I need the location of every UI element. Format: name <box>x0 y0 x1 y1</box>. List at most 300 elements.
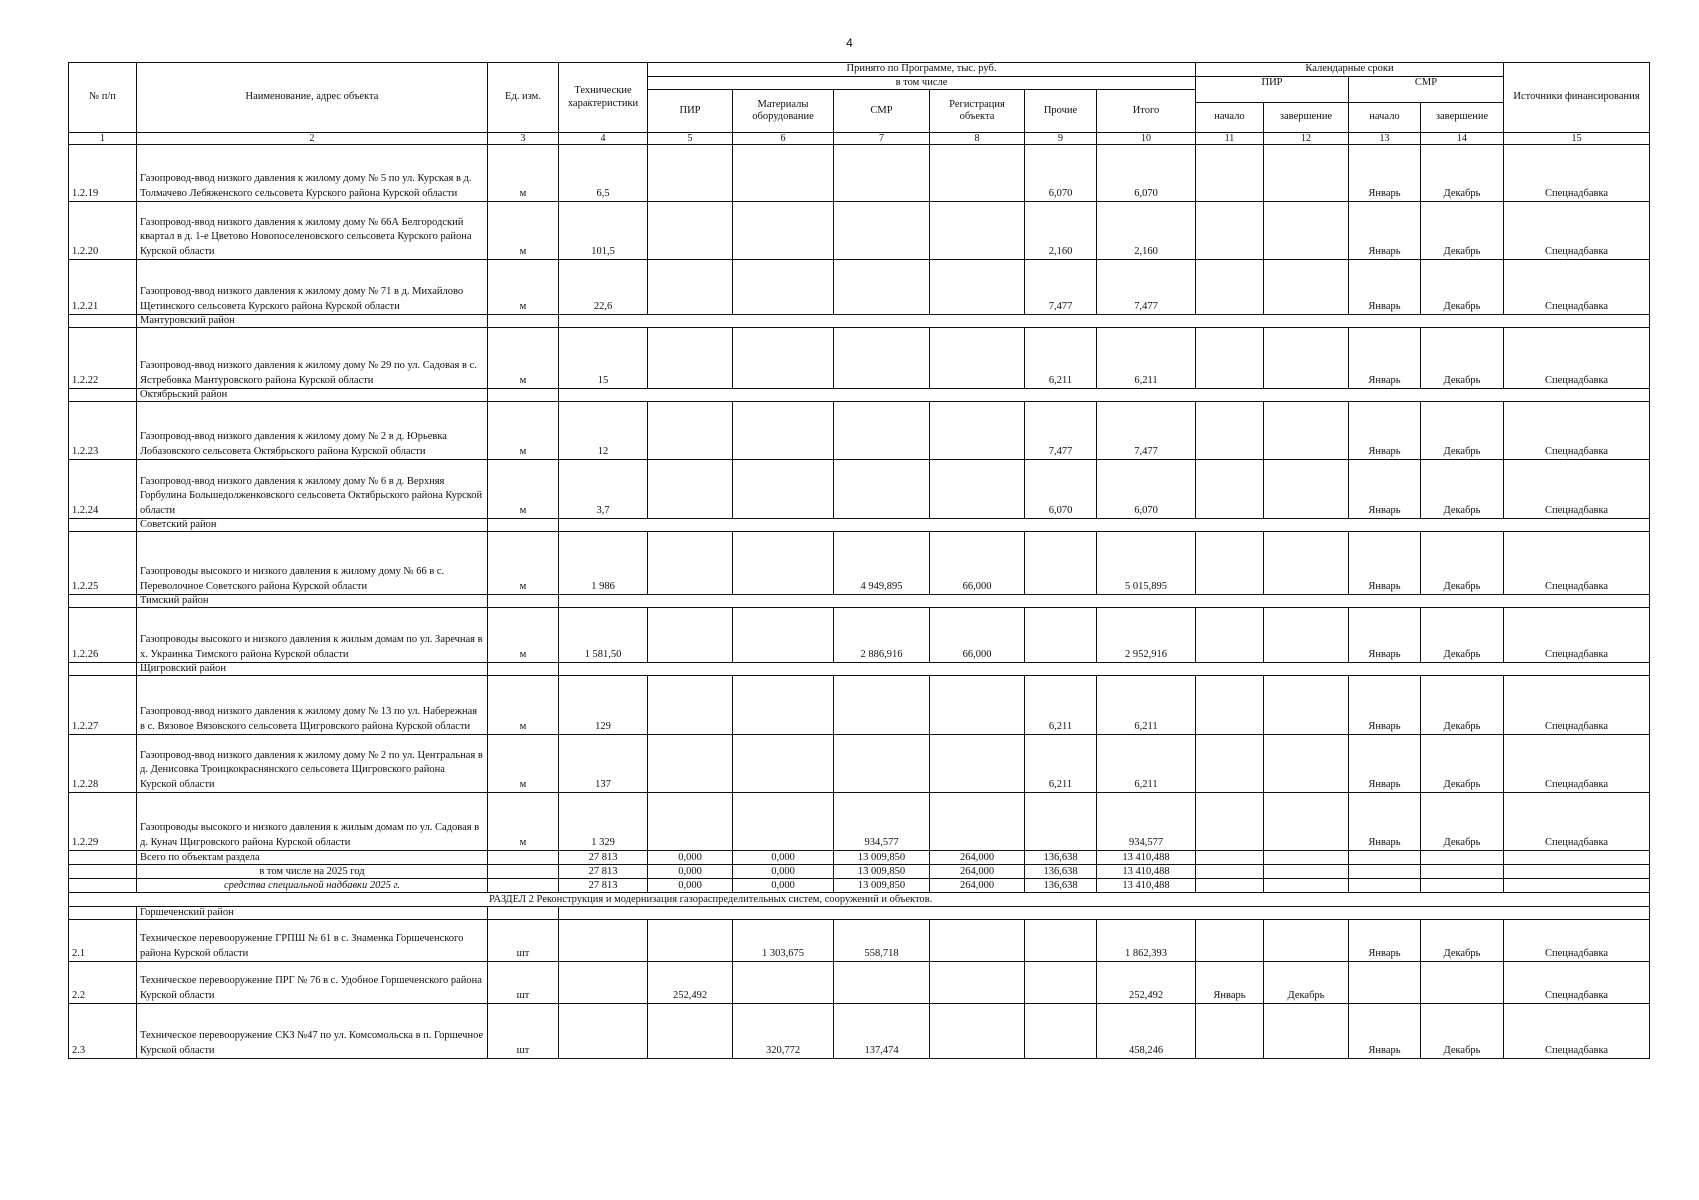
row-number: 1.2.26 <box>69 608 137 663</box>
district-name: Горшеченский район <box>137 907 488 920</box>
funding-source-cell: Спецнадбавка <box>1504 260 1650 315</box>
pir-start-cell: Январь <box>1196 962 1264 1004</box>
smr-start-cell: Январь <box>1349 608 1421 663</box>
row-number: 1.2.23 <box>69 402 137 460</box>
total-spacer <box>488 851 559 865</box>
other-cost-cell: 6,070 <box>1025 145 1097 202</box>
smr-start-cell <box>1349 962 1421 1004</box>
page-number: 4 <box>846 36 853 50</box>
row-number: 1.2.29 <box>69 793 137 851</box>
column-number: 5 <box>648 133 733 145</box>
row-number: 2.3 <box>69 1004 137 1059</box>
column-number: 15 <box>1504 133 1650 145</box>
smr-cost-cell <box>834 735 930 793</box>
registration-cost-cell <box>930 145 1025 202</box>
other-cost-cell <box>1025 1004 1097 1059</box>
column-number: 9 <box>1025 133 1097 145</box>
table-row <box>69 676 1650 735</box>
funding-source-cell: Спецнадбавка <box>1504 202 1650 260</box>
row-number: 1.2.28 <box>69 735 137 793</box>
pir-end-cell <box>1264 532 1349 595</box>
unit-cell: шт <box>488 1004 559 1059</box>
funding-source-cell: Спецнадбавка <box>1504 793 1650 851</box>
pir-end-cell <box>1264 608 1349 663</box>
district-header-row <box>69 389 1650 402</box>
registration-cost-cell <box>930 962 1025 1004</box>
total-total-cell: 13 410,488 <box>1097 865 1196 879</box>
district-spacer <box>559 595 1650 608</box>
total-other-cell: 136,638 <box>1025 851 1097 865</box>
pir-start-cell <box>1196 402 1264 460</box>
total-cost-cell: 5 015,895 <box>1097 532 1196 595</box>
table-row <box>69 608 1650 663</box>
other-cost-cell <box>1025 793 1097 851</box>
total-spacer <box>1504 851 1650 865</box>
pir-cost-cell <box>648 608 733 663</box>
total-tech-cell: 27 813 <box>559 851 648 865</box>
pir-end-cell <box>1264 460 1349 519</box>
col-header-accepted: Принято по Программе, тыс. руб. <box>648 63 1196 77</box>
col-header-incl: в том числе <box>648 76 1196 90</box>
district-spacer <box>69 907 137 920</box>
smr-end-cell: Декабрь <box>1421 145 1504 202</box>
total-spacer <box>1504 865 1650 879</box>
col-header-total: Итого <box>1097 90 1196 133</box>
funding-source-cell: Спецнадбавка <box>1504 676 1650 735</box>
tech-characteristics-cell: 12 <box>559 402 648 460</box>
col-header-other: Прочие <box>1025 90 1097 133</box>
total-total-cell: 13 410,488 <box>1097 879 1196 893</box>
table-row <box>69 460 1650 519</box>
unit-cell: шт <box>488 962 559 1004</box>
smr-start-cell: Январь <box>1349 402 1421 460</box>
total-spacer <box>1264 879 1349 893</box>
total-cost-cell: 6,211 <box>1097 328 1196 389</box>
total-smr-cell: 13 009,850 <box>834 865 930 879</box>
total-label: Всего по объектам раздела <box>137 851 488 865</box>
pir-start-cell <box>1196 260 1264 315</box>
materials-cost-cell <box>733 608 834 663</box>
table-row <box>69 962 1650 1004</box>
table-row <box>69 145 1650 202</box>
row-number: 1.2.22 <box>69 328 137 389</box>
other-cost-cell: 6,211 <box>1025 735 1097 793</box>
smr-start-cell: Январь <box>1349 460 1421 519</box>
registration-cost-cell: 66,000 <box>930 532 1025 595</box>
row-number: 2.1 <box>69 920 137 962</box>
total-cost-cell: 2 952,916 <box>1097 608 1196 663</box>
column-number: 11 <box>1196 133 1264 145</box>
col-header-registration: Регистрация объекта <box>930 90 1025 133</box>
col-header-materials: Материалы оборудование <box>733 90 834 133</box>
object-name: Газопроводы высокого и низкого давления к жилому дому № 66 в с. Переволочное Советского района Курской области <box>137 532 488 595</box>
row-number: 1.2.27 <box>69 676 137 735</box>
total-cost-cell: 2,160 <box>1097 202 1196 260</box>
district-header-row <box>69 907 1650 920</box>
unit-cell: м <box>488 532 559 595</box>
pir-cost-cell <box>648 202 733 260</box>
pir-cost-cell <box>648 676 733 735</box>
registration-cost-cell <box>930 202 1025 260</box>
total-pir-cell: 0,000 <box>648 879 733 893</box>
objects-table <box>68 62 1650 1059</box>
pir-start-cell <box>1196 1004 1264 1059</box>
table-row <box>69 402 1650 460</box>
tech-characteristics-cell: 22,6 <box>559 260 648 315</box>
other-cost-cell: 2,160 <box>1025 202 1097 260</box>
total-spacer <box>1421 851 1504 865</box>
pir-end-cell <box>1264 260 1349 315</box>
other-cost-cell <box>1025 962 1097 1004</box>
district-header-row <box>69 663 1650 676</box>
row-number: 1.2.19 <box>69 145 137 202</box>
smr-cost-cell <box>834 328 930 389</box>
smr-start-cell: Январь <box>1349 532 1421 595</box>
total-spacer <box>1196 865 1264 879</box>
tech-characteristics-cell: 1 329 <box>559 793 648 851</box>
smr-end-cell: Декабрь <box>1421 202 1504 260</box>
object-name: Техническое перевооружение ПРГ № 76 в с. Удобное Горшеченского района Курской области <box>137 962 488 1004</box>
funding-source-cell: Спецнадбавка <box>1504 608 1650 663</box>
total-spacer <box>69 851 137 865</box>
total-tech-cell: 27 813 <box>559 879 648 893</box>
registration-cost-cell <box>930 402 1025 460</box>
unit-cell: м <box>488 676 559 735</box>
pir-start-cell <box>1196 676 1264 735</box>
smr-end-cell: Декабрь <box>1421 608 1504 663</box>
district-name: Щигровский район <box>137 663 488 676</box>
total-materials-cell: 0,000 <box>733 879 834 893</box>
materials-cost-cell <box>733 962 834 1004</box>
smr-end-cell: Декабрь <box>1421 460 1504 519</box>
district-spacer <box>488 907 559 920</box>
district-header-row <box>69 519 1650 532</box>
unit-cell: м <box>488 202 559 260</box>
total-cost-cell: 7,477 <box>1097 260 1196 315</box>
funding-source-cell: Спецнадбавка <box>1504 1004 1650 1059</box>
smr-cost-cell <box>834 402 930 460</box>
smr-start-cell: Январь <box>1349 260 1421 315</box>
table-row <box>69 1004 1650 1059</box>
district-name: Октябрьский район <box>137 389 488 402</box>
tech-characteristics-cell <box>559 962 648 1004</box>
table-row <box>69 260 1650 315</box>
smr-start-cell: Январь <box>1349 202 1421 260</box>
total-spacer <box>488 879 559 893</box>
materials-cost-cell <box>733 145 834 202</box>
pir-cost-cell <box>648 145 733 202</box>
materials-cost-cell <box>733 402 834 460</box>
col-header-pir: ПИР <box>648 90 733 133</box>
other-cost-cell <box>1025 608 1097 663</box>
total-materials-cell: 0,000 <box>733 851 834 865</box>
object-name: Газопровод-ввод низкого давления к жилому дому № 6 в д. Верхняя Горбулина Большедолженковского сельсовета Октябрьского района Курской области <box>137 460 488 519</box>
smr-start-cell: Январь <box>1349 735 1421 793</box>
district-spacer <box>69 519 137 532</box>
unit-cell: м <box>488 735 559 793</box>
materials-cost-cell <box>733 328 834 389</box>
object-name: Газопровод-ввод низкого давления к жилому дому № 71 в д. Михайлово Щетинского сельсовета Курского района Курской области <box>137 260 488 315</box>
total-spacer <box>1196 879 1264 893</box>
total-other-cell: 136,638 <box>1025 865 1097 879</box>
district-spacer <box>69 389 137 402</box>
col-header-num: № п/п <box>69 63 137 133</box>
total-row <box>69 851 1650 865</box>
unit-cell: м <box>488 328 559 389</box>
table-row <box>69 920 1650 962</box>
col-header-cal-pir: ПИР <box>1196 76 1349 103</box>
pir-cost-cell <box>648 532 733 595</box>
table-row <box>69 532 1650 595</box>
registration-cost-cell <box>930 260 1025 315</box>
smr-end-cell: Декабрь <box>1421 735 1504 793</box>
unit-cell: шт <box>488 920 559 962</box>
pir-cost-cell <box>648 402 733 460</box>
section-title: РАЗДЕЛ 2 Реконструкция и модернизация газораспределительных систем, сооружений и объектов. <box>69 893 1650 907</box>
total-spacer <box>69 879 137 893</box>
registration-cost-cell <box>930 793 1025 851</box>
column-number: 2 <box>137 133 488 145</box>
tech-characteristics-cell <box>559 920 648 962</box>
total-label: в том числе на 2025 год <box>137 865 488 879</box>
other-cost-cell: 6,211 <box>1025 676 1097 735</box>
unit-cell: м <box>488 145 559 202</box>
smr-cost-cell: 934,577 <box>834 793 930 851</box>
column-number: 6 <box>733 133 834 145</box>
registration-cost-cell: 66,000 <box>930 608 1025 663</box>
district-spacer <box>559 907 1650 920</box>
object-name: Газопровод-ввод низкого давления к жилому дому № 5 по ул. Курская в д. Толмачево Лебяженского сельсовета Курского района Курской области <box>137 145 488 202</box>
tech-characteristics-cell: 3,7 <box>559 460 648 519</box>
object-name: Газопровод-ввод низкого давления к жилому дому № 29 по ул. Садовая в с. Ястребовка Мантуровского района Курской области <box>137 328 488 389</box>
district-spacer <box>559 315 1650 328</box>
materials-cost-cell <box>733 735 834 793</box>
registration-cost-cell <box>930 676 1025 735</box>
registration-cost-cell <box>930 328 1025 389</box>
registration-cost-cell <box>930 735 1025 793</box>
smr-cost-cell: 4 949,895 <box>834 532 930 595</box>
smr-end-cell: Декабрь <box>1421 920 1504 962</box>
smr-end-cell: Декабрь <box>1421 328 1504 389</box>
pir-end-cell: Декабрь <box>1264 962 1349 1004</box>
smr-end-cell: Декабрь <box>1421 793 1504 851</box>
smr-end-cell: Декабрь <box>1421 260 1504 315</box>
other-cost-cell: 7,477 <box>1025 402 1097 460</box>
pir-end-cell <box>1264 145 1349 202</box>
total-cost-cell: 6,211 <box>1097 735 1196 793</box>
district-spacer <box>559 519 1650 532</box>
pir-cost-cell <box>648 735 733 793</box>
pir-end-cell <box>1264 920 1349 962</box>
smr-end-cell: Декабрь <box>1421 1004 1504 1059</box>
smr-end-cell <box>1421 962 1504 1004</box>
pir-cost-cell <box>648 328 733 389</box>
smr-start-cell: Январь <box>1349 793 1421 851</box>
col-header-unit: Ед. изм. <box>488 63 559 133</box>
district-spacer <box>488 519 559 532</box>
materials-cost-cell: 320,772 <box>733 1004 834 1059</box>
table-row <box>69 735 1650 793</box>
object-name: Техническое перевооружение ГРПШ № 61 в с. Знаменка Горшеченского района Курской области <box>137 920 488 962</box>
total-spacer <box>1264 851 1349 865</box>
district-name: Советский район <box>137 519 488 532</box>
total-cost-cell: 458,246 <box>1097 1004 1196 1059</box>
materials-cost-cell <box>733 260 834 315</box>
total-spacer <box>1196 851 1264 865</box>
pir-cost-cell <box>648 460 733 519</box>
total-smr-cell: 13 009,850 <box>834 879 930 893</box>
smr-cost-cell: 2 886,916 <box>834 608 930 663</box>
total-registration-cell: 264,000 <box>930 865 1025 879</box>
total-registration-cell: 264,000 <box>930 879 1025 893</box>
unit-cell: м <box>488 402 559 460</box>
total-cost-cell: 6,211 <box>1097 676 1196 735</box>
col-header-smr-start: начало <box>1349 103 1421 133</box>
col-header-cal-smr: СМР <box>1349 76 1504 103</box>
district-spacer <box>69 315 137 328</box>
funding-source-cell: Спецнадбавка <box>1504 735 1650 793</box>
total-cost-cell: 6,070 <box>1097 460 1196 519</box>
smr-cost-cell <box>834 145 930 202</box>
col-header-sources: Источники финансирования <box>1504 63 1650 133</box>
total-spacer <box>1421 879 1504 893</box>
tech-characteristics-cell: 101,5 <box>559 202 648 260</box>
registration-cost-cell <box>930 1004 1025 1059</box>
pir-start-cell <box>1196 145 1264 202</box>
row-number: 1.2.21 <box>69 260 137 315</box>
smr-cost-cell <box>834 260 930 315</box>
total-pir-cell: 0,000 <box>648 851 733 865</box>
district-name: Тимский район <box>137 595 488 608</box>
column-number: 4 <box>559 133 648 145</box>
unit-cell: м <box>488 460 559 519</box>
smr-cost-cell: 137,474 <box>834 1004 930 1059</box>
column-number: 3 <box>488 133 559 145</box>
materials-cost-cell <box>733 202 834 260</box>
funding-source-cell: Спецнадбавка <box>1504 920 1650 962</box>
smr-cost-cell <box>834 202 930 260</box>
tech-characteristics-cell: 1 581,50 <box>559 608 648 663</box>
pir-cost-cell <box>648 793 733 851</box>
total-spacer <box>1349 865 1421 879</box>
other-cost-cell: 6,211 <box>1025 328 1097 389</box>
unit-cell: м <box>488 260 559 315</box>
district-spacer <box>69 595 137 608</box>
row-number: 1.2.20 <box>69 202 137 260</box>
funding-source-cell: Спецнадбавка <box>1504 402 1650 460</box>
pir-end-cell <box>1264 402 1349 460</box>
funding-source-cell: Спецнадбавка <box>1504 962 1650 1004</box>
section-header-row <box>69 893 1650 907</box>
column-number: 8 <box>930 133 1025 145</box>
pir-start-cell <box>1196 920 1264 962</box>
other-cost-cell: 6,070 <box>1025 460 1097 519</box>
total-spacer <box>1504 879 1650 893</box>
object-name: Газопроводы высокого и низкого давления к жилым домам по ул. Заречная в х. Украинка Тимского района Курской области <box>137 608 488 663</box>
row-number: 1.2.25 <box>69 532 137 595</box>
smr-start-cell: Январь <box>1349 1004 1421 1059</box>
row-number: 2.2 <box>69 962 137 1004</box>
total-cost-cell: 1 862,393 <box>1097 920 1196 962</box>
object-name: Газопровод-ввод низкого давления к жилому дому № 2 по ул. Центральная в д. Денисовка Троицкокраснянского сельсовета Щигровского района Курской области <box>137 735 488 793</box>
smr-end-cell: Декабрь <box>1421 402 1504 460</box>
smr-cost-cell: 558,718 <box>834 920 930 962</box>
col-header-calendar: Календарные сроки <box>1196 63 1504 77</box>
table-row <box>69 793 1650 851</box>
registration-cost-cell <box>930 920 1025 962</box>
col-header-pir-end: завершение <box>1264 103 1349 133</box>
smr-cost-cell <box>834 460 930 519</box>
pir-start-cell <box>1196 608 1264 663</box>
total-cost-cell: 7,477 <box>1097 402 1196 460</box>
total-spacer <box>1264 865 1349 879</box>
total-smr-cell: 13 009,850 <box>834 851 930 865</box>
column-number: 12 <box>1264 133 1349 145</box>
total-cost-cell: 934,577 <box>1097 793 1196 851</box>
smr-start-cell: Январь <box>1349 145 1421 202</box>
district-spacer <box>488 315 559 328</box>
tech-characteristics-cell: 6,5 <box>559 145 648 202</box>
column-number-row <box>69 133 1650 145</box>
unit-cell: м <box>488 793 559 851</box>
other-cost-cell <box>1025 920 1097 962</box>
pir-cost-cell: 252,492 <box>648 962 733 1004</box>
pir-cost-cell <box>648 260 733 315</box>
funding-source-cell: Спецнадбавка <box>1504 460 1650 519</box>
district-header-row <box>69 595 1650 608</box>
materials-cost-cell <box>733 676 834 735</box>
total-materials-cell: 0,000 <box>733 865 834 879</box>
table-body <box>69 145 1650 1059</box>
total-spacer <box>1349 879 1421 893</box>
funding-source-cell: Спецнадбавка <box>1504 532 1650 595</box>
smr-start-cell: Январь <box>1349 676 1421 735</box>
district-spacer <box>559 663 1650 676</box>
object-name: Газопровод-ввод низкого давления к жилому дому № 2 в д. Юрьевка Лобазовского сельсовета Октябрьского района Курской области <box>137 402 488 460</box>
total-spacer <box>1421 865 1504 879</box>
district-spacer <box>69 663 137 676</box>
pir-start-cell <box>1196 735 1264 793</box>
total-spacer <box>1349 851 1421 865</box>
pir-end-cell <box>1264 328 1349 389</box>
column-number: 14 <box>1421 133 1504 145</box>
district-spacer <box>488 389 559 402</box>
pir-end-cell <box>1264 1004 1349 1059</box>
district-spacer <box>559 389 1650 402</box>
materials-cost-cell: 1 303,675 <box>733 920 834 962</box>
row-number: 1.2.24 <box>69 460 137 519</box>
pir-start-cell <box>1196 793 1264 851</box>
tech-characteristics-cell: 15 <box>559 328 648 389</box>
tech-characteristics-cell <box>559 1004 648 1059</box>
total-row <box>69 879 1650 893</box>
smr-start-cell: Январь <box>1349 328 1421 389</box>
pir-end-cell <box>1264 793 1349 851</box>
tech-characteristics-cell: 137 <box>559 735 648 793</box>
column-number: 7 <box>834 133 930 145</box>
materials-cost-cell <box>733 793 834 851</box>
table-row <box>69 328 1650 389</box>
column-number: 13 <box>1349 133 1421 145</box>
total-spacer <box>488 865 559 879</box>
tech-characteristics-cell: 1 986 <box>559 532 648 595</box>
other-cost-cell: 7,477 <box>1025 260 1097 315</box>
total-spacer <box>69 865 137 879</box>
pir-cost-cell <box>648 1004 733 1059</box>
col-header-smr-end: завершение <box>1421 103 1504 133</box>
district-spacer <box>488 595 559 608</box>
district-name: Мантуровский район <box>137 315 488 328</box>
